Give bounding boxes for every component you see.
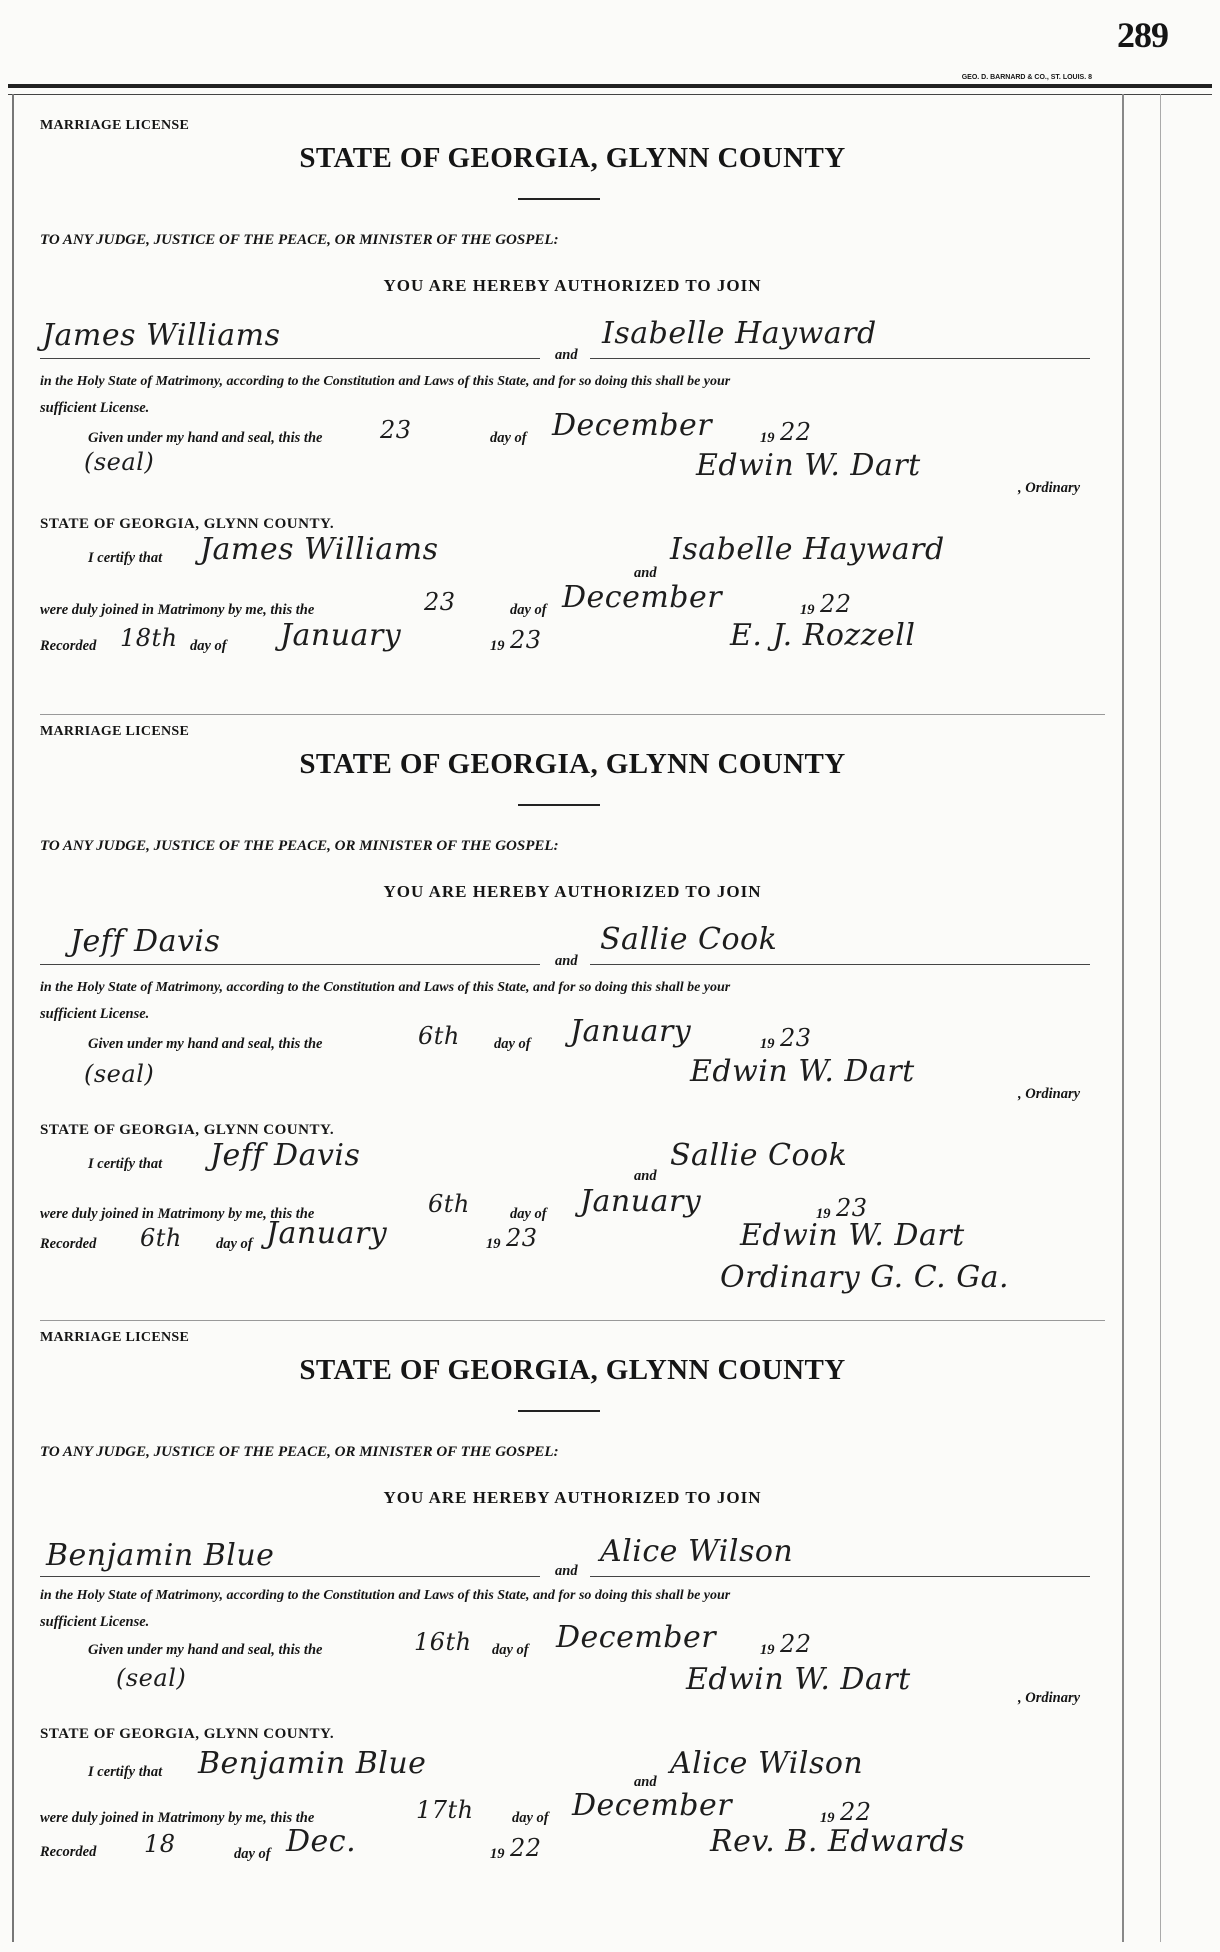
marriage-license-2	[40, 724, 1105, 1324]
seal-mark: (seal)	[116, 1664, 187, 1692]
title-divider	[518, 804, 600, 806]
and-label: and	[555, 953, 578, 969]
given-month: December	[556, 1620, 717, 1655]
bride-name: Alice Wilson	[600, 1534, 794, 1569]
cert-title: STATE OF GEORGIA, GLYNN COUNTY.	[40, 1122, 335, 1138]
sufficient-text: sufficient License.	[40, 1614, 150, 1630]
authorized-heading: YOU ARE HEREBY AUTHORIZED TO JOIN	[383, 276, 762, 295]
license-label: MARRIAGE LICENSE	[40, 724, 190, 739]
day-of-label: day of	[492, 1642, 529, 1658]
given-year: 23	[780, 1024, 812, 1052]
authorized-heading: YOU ARE HEREBY AUTHORIZED TO JOIN	[383, 882, 762, 901]
given-day: 6th	[418, 1022, 460, 1050]
and-label: and	[555, 1563, 578, 1579]
recorded-day: 18	[144, 1830, 176, 1858]
recorded-day-of: day of	[190, 638, 227, 654]
joined-day: 6th	[428, 1190, 470, 1218]
joined-day-of: day of	[510, 602, 547, 618]
recorded-month: January	[266, 1216, 388, 1251]
joined-year-prefix: 19	[816, 1206, 831, 1222]
groom-name: Benjamin Blue	[46, 1538, 275, 1573]
ordinary-signature: Edwin W. Dart	[690, 1054, 915, 1089]
cert-and-label: and	[634, 1168, 657, 1184]
joined-year-prefix: 19	[800, 602, 815, 618]
year-prefix: 19	[760, 1642, 775, 1658]
ordinary-label: , Ordinary	[1018, 1086, 1081, 1102]
bride-name: Isabelle Hayward	[602, 316, 877, 351]
recorded-year: 23	[506, 1224, 538, 1252]
section-divider	[40, 714, 1105, 715]
groom-line	[40, 964, 540, 965]
section-divider	[40, 1320, 1105, 1321]
right-margin-line	[1122, 94, 1124, 1942]
bride-line	[590, 1576, 1090, 1577]
marriage-license-3	[40, 1330, 1105, 1930]
joined-year-prefix: 19	[820, 1810, 835, 1826]
address-line: TO ANY JUDGE, JUSTICE OF THE PEACE, OR MINISTER OF THE GOSPEL:	[40, 1444, 559, 1460]
cert-bride: Sallie Cook	[670, 1138, 848, 1173]
cert-groom: Benjamin Blue	[198, 1746, 427, 1781]
printer-credit: GEO. D. BARNARD & CO., ST. LOUIS. 8	[961, 74, 1092, 81]
certify-label: I certify that	[88, 1156, 163, 1172]
recorded-month: January	[280, 618, 402, 653]
joined-year: 23	[836, 1194, 868, 1222]
left-margin-line	[12, 94, 14, 1942]
duly-joined-label: were duly joined in Matrimony by me, this the	[40, 1810, 315, 1826]
given-year: 22	[780, 418, 812, 446]
matrimony-text: in the Holy State of Matrimony, according to the Constitution and Laws of this State, and for so doing this shall be your	[40, 374, 731, 389]
cert-groom: James Williams	[200, 532, 439, 567]
groom-name: James Williams	[42, 318, 281, 353]
joined-year: 22	[820, 590, 852, 618]
recorded-label: Recorded	[40, 638, 97, 654]
page-number: 289	[1117, 15, 1168, 55]
license-label: MARRIAGE LICENSE	[40, 1330, 190, 1345]
recorded-day: 6th	[140, 1224, 182, 1252]
recorded-day-of: day of	[216, 1236, 253, 1252]
duly-joined-label: were duly joined in Matrimony by me, this the	[40, 1206, 315, 1222]
cert-and-label: and	[634, 565, 657, 581]
sufficient-text: sufficient License.	[40, 400, 150, 416]
sufficient-text: sufficient License.	[40, 1006, 150, 1022]
duly-joined-label: were duly joined in Matrimony by me, this the	[40, 602, 315, 618]
bride-name: Sallie Cook	[600, 922, 778, 957]
recorded-year-prefix: 19	[490, 638, 505, 654]
cert-bride: Isabelle Hayward	[670, 532, 945, 567]
joined-day-of: day of	[510, 1206, 547, 1222]
ordinary-label: , Ordinary	[1018, 1690, 1081, 1706]
address-line: TO ANY JUDGE, JUSTICE OF THE PEACE, OR MINISTER OF THE GOSPEL:	[40, 838, 559, 854]
authorized-heading: YOU ARE HEREBY AUTHORIZED TO JOIN	[383, 1488, 762, 1507]
day-of-label: day of	[490, 430, 527, 446]
given-under-label: Given under my hand and seal, this the	[88, 1642, 323, 1658]
given-month: January	[570, 1014, 692, 1049]
officiant-signature-line2: Ordinary G. C. Ga.	[720, 1260, 1010, 1295]
given-day: 23	[380, 416, 412, 444]
joined-day: 17th	[416, 1796, 474, 1824]
day-of-label: day of	[494, 1036, 531, 1052]
given-month: December	[552, 408, 713, 443]
officiant-signature: Rev. B. Edwards	[710, 1824, 966, 1859]
license-label: MARRIAGE LICENSE	[40, 118, 190, 133]
given-year: 22	[780, 1630, 812, 1658]
matrimony-text: in the Holy State of Matrimony, according to the Constitution and Laws of this State, and for so doing this shall be your	[40, 980, 731, 995]
ordinary-label: , Ordinary	[1018, 480, 1081, 496]
top-rule-thin	[8, 94, 1212, 95]
cert-groom: Jeff Davis	[210, 1138, 361, 1173]
title-divider	[518, 1410, 600, 1412]
cert-title: STATE OF GEORGIA, GLYNN COUNTY.	[40, 1726, 335, 1742]
year-prefix: 19	[760, 1036, 775, 1052]
cert-title: STATE OF GEORGIA, GLYNN COUNTY.	[40, 516, 335, 532]
address-line: TO ANY JUDGE, JUSTICE OF THE PEACE, OR MINISTER OF THE GOSPEL:	[40, 232, 559, 248]
bride-line	[590, 964, 1090, 965]
recorded-year: 23	[510, 626, 542, 654]
given-under-label: Given under my hand and seal, this the	[88, 1036, 323, 1052]
recorded-month: Dec.	[286, 1824, 357, 1859]
recorded-year: 22	[510, 1834, 542, 1862]
groom-line	[40, 358, 540, 359]
license-state-title: STATE OF GEORGIA, GLYNN COUNTY	[299, 1354, 846, 1386]
certify-label: I certify that	[88, 1764, 163, 1780]
groom-name: Jeff Davis	[70, 924, 221, 959]
ordinary-signature: Edwin W. Dart	[696, 448, 921, 483]
bride-line	[590, 358, 1090, 359]
top-rule	[8, 84, 1212, 88]
license-state-title: STATE OF GEORGIA, GLYNN COUNTY	[299, 748, 846, 780]
marriage-license-1	[40, 118, 1105, 718]
seal-mark: (seal)	[84, 1060, 155, 1088]
certify-label: I certify that	[88, 550, 163, 566]
joined-month: December	[572, 1788, 733, 1823]
and-label: and	[555, 347, 578, 363]
license-state-title: STATE OF GEORGIA, GLYNN COUNTY	[299, 142, 846, 174]
joined-year: 22	[840, 1798, 872, 1826]
recorded-year-prefix: 19	[486, 1236, 501, 1252]
seal-mark: (seal)	[84, 448, 155, 476]
joined-month: January	[580, 1184, 702, 1219]
recorded-day: 18th	[120, 624, 178, 652]
matrimony-text: in the Holy State of Matrimony, according to the Constitution and Laws of this State, and for so doing this shall be your	[40, 1588, 731, 1603]
given-under-label: Given under my hand and seal, this the	[88, 430, 323, 446]
given-day: 16th	[414, 1628, 472, 1656]
groom-line	[40, 1576, 540, 1577]
officiant-signature: E. J. Rozzell	[730, 618, 916, 653]
joined-day: 23	[424, 588, 456, 616]
recorded-day-of: day of	[234, 1846, 271, 1862]
cert-and-label: and	[634, 1774, 657, 1790]
ordinary-signature: Edwin W. Dart	[686, 1662, 911, 1697]
joined-month: December	[562, 580, 723, 615]
recorded-label: Recorded	[40, 1236, 97, 1252]
joined-day-of: day of	[512, 1810, 549, 1826]
cert-bride: Alice Wilson	[670, 1746, 864, 1781]
officiant-signature: Edwin W. Dart	[740, 1218, 965, 1253]
recorded-label: Recorded	[40, 1844, 97, 1860]
recorded-year-prefix: 19	[490, 1846, 505, 1862]
right-margin-line-outer	[1160, 94, 1161, 1942]
year-prefix: 19	[760, 430, 775, 446]
title-divider	[518, 198, 600, 200]
